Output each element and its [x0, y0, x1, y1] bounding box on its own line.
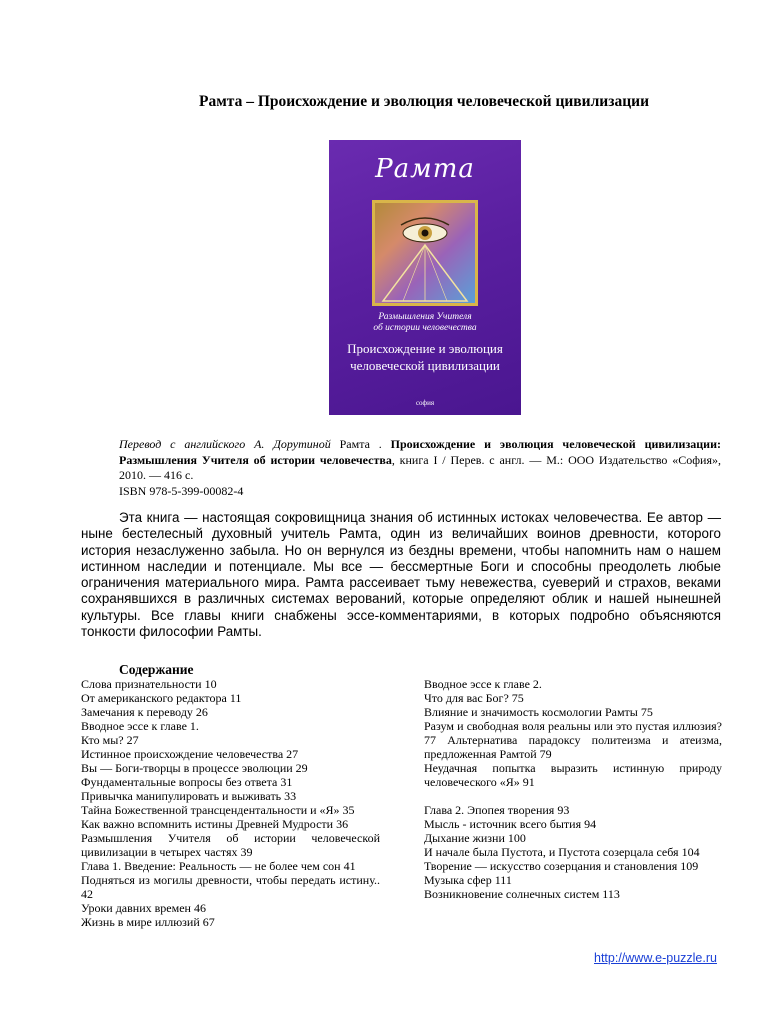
toc-item: Вводное эссе к главе 2. — [424, 677, 542, 691]
isbn: ISBN 978-5-399-00082-4 — [119, 484, 244, 498]
cover-title-line2: человеческой цивилизации — [350, 358, 500, 373]
book-full-title: Происхождение и эволюция человеческой цивилизации: Размышления Учителя об истории человечества — [119, 437, 722, 467]
bibliographic-record — [81, 437, 721, 484]
toc-item: Замечания к переводу 26 — [81, 705, 208, 719]
toc-heading: Содержание — [119, 662, 194, 677]
cover-title-line1: Происхождение и эволюция — [347, 341, 503, 356]
site-link[interactable]: http://www.e-puzzle.ru — [594, 951, 717, 965]
book-cover — [329, 140, 521, 415]
cover-subtitle — [329, 312, 521, 334]
cover-author: Рамта — [375, 154, 475, 184]
toc-item: Что для вас Бог? 75 — [424, 691, 524, 705]
cover-publisher: софия — [415, 399, 435, 407]
toc-item: Мысль - источник всего бытия 94 — [424, 817, 597, 831]
toc-item: Неудачная попытка выразить истинную природу человеческого «Я» 91 — [424, 761, 722, 789]
book-abstract: Эта книга — настоящая сокровищница знания об истинных истоках человечества. Ее автор — ныне бестелесный духовный учитель Рамта, один из величайших воинов древности, которого история незаслуженно забыла. Но он вернулся из бездны времени, чтобы напомнить нам о нашем истинном наследии и потенциале. Мы все — бессмертные Боги и способны преодолеть любые ограничения материального мира. Рамта рассеивает тьму невежества, суеверий и страхов, веками сохранявшихся в различных системах верований, которые определяют облик и нашей нынешней культуры. Все главы книги снабжены эссе-комментариями, в которых подробно объясняются тонкости философии Рамты. — [81, 510, 721, 640]
toc-item: От американского редактора 11 — [81, 691, 242, 705]
toc-item: Подняться из могилы древности, чтобы передать истину.. 42 — [81, 873, 380, 901]
toc-item: Вводное эссе к главе 1. — [81, 719, 199, 733]
toc-item: Влияние и значимость космологии Рамты 75 — [424, 705, 653, 719]
translator-credit: Перевод с английского А. Дорутиной — [119, 437, 331, 451]
toc-item: Как важно вспомнить истины Древней Мудрости 36 — [81, 817, 349, 831]
toc-item: Дыхание жизни 100 — [424, 831, 526, 845]
toc-right-column — [424, 677, 722, 901]
page-title: Рамта – Происхождение и эволюция человеческой цивилизации — [198, 93, 649, 110]
toc-item: Привычка манипулировать и выживать 33 — [81, 789, 297, 803]
toc-left-column — [81, 677, 380, 929]
cover-subtitle-line1: Размышления Учителя — [378, 312, 472, 322]
toc-item: Разум и свободная воля реальны или это пустая иллюзия? 77 Альтернатива парадоксу политеизма и атеизма, предложенная Рамтой 79 — [424, 719, 722, 761]
toc-item: Музыка сфер 111 — [424, 873, 512, 887]
toc-item: Вы — Боги-творцы в процессе эволюции 29 — [81, 761, 308, 775]
toc-item: Глава 2. Эпопея творения 93 — [424, 803, 570, 817]
eye-pyramid-icon — [375, 203, 475, 303]
toc-item: Глава 1. Введение: Реальность — не более чем сон 41 — [81, 859, 356, 873]
cover-eye-artwork — [372, 200, 478, 306]
toc-item: Творение — искусство созерцания и становления 109 — [424, 859, 699, 873]
toc-item: Истинное происхождение человечества 27 — [81, 747, 299, 761]
cover-title — [329, 340, 521, 374]
toc-item: Слова признательности 10 — [81, 677, 217, 691]
toc-item: Жизнь в мире иллюзий 67 — [81, 915, 215, 929]
toc-item: Тайна Божественной трансцендентальности и «Я» 35 — [81, 803, 355, 817]
cover-subtitle-line2: об истории человечества — [373, 323, 477, 333]
toc-item: Возникновение солнечных систем 113 — [424, 887, 620, 901]
toc-item: Размышления Учителя об истории человеческой цивилизации в четырех частях 39 — [81, 831, 380, 859]
toc-item: И начале была Пустота, и Пустота созерцала себя 104 — [424, 845, 700, 859]
publication-details: , книга I / Перев. с англ. — М.: ООО Издательство «София», 2010. — 416 с. — [119, 452, 721, 482]
toc-item: Кто мы? 27 — [81, 733, 139, 747]
toc-item: Фундаментальные вопросы без ответа 31 — [81, 775, 293, 789]
toc-item: Уроки давних времен 46 — [81, 901, 206, 915]
book-author: Рамта . — [330, 437, 391, 451]
